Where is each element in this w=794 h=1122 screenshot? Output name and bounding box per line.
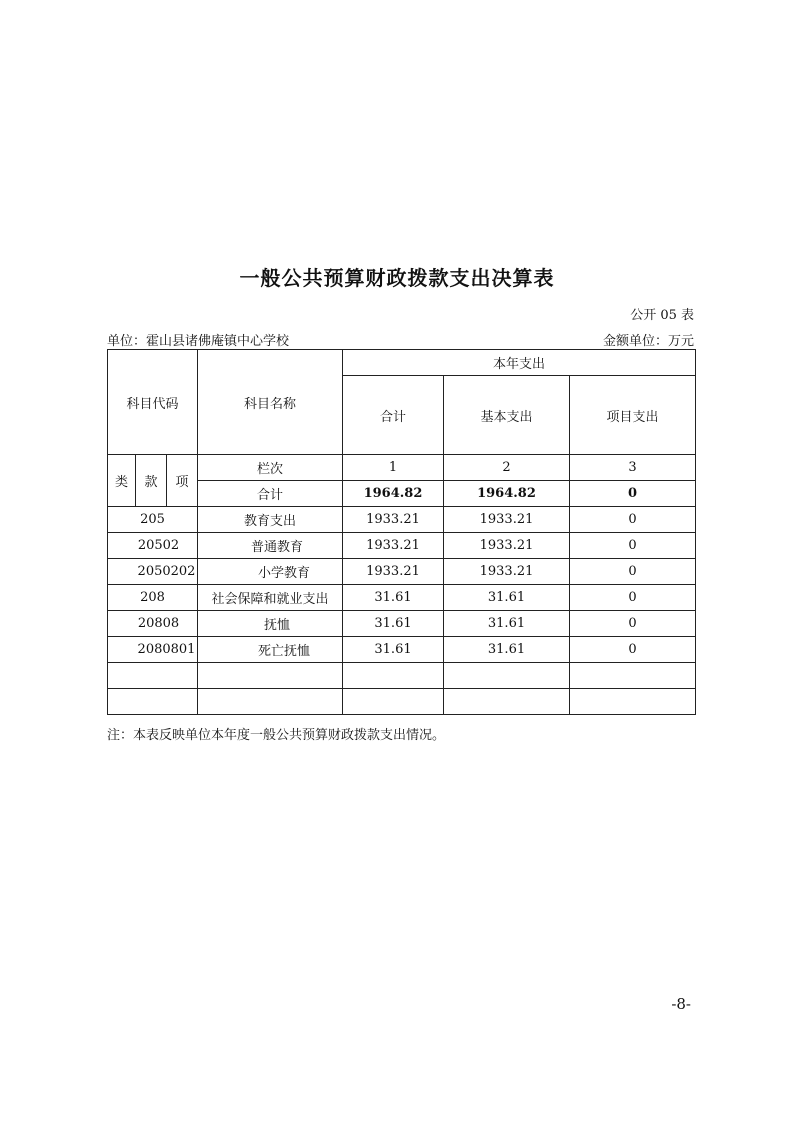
row-project: 0	[570, 507, 696, 533]
row-code: 2050202	[108, 559, 198, 585]
form-number: 公开 05 表	[630, 308, 694, 323]
total-basic: 1964.82	[444, 481, 570, 507]
page-number: -8-	[671, 995, 691, 1013]
row-name: 小学教育	[198, 559, 343, 585]
row-project: 0	[570, 559, 696, 585]
row-name: 普通教育	[198, 533, 343, 559]
empty-cell	[570, 689, 696, 715]
empty-row	[108, 663, 696, 689]
table-row	[108, 637, 696, 663]
header-basic: 基本支出	[444, 376, 570, 455]
row-code: 2080801	[108, 637, 198, 663]
table-row	[108, 611, 696, 637]
row-total: 1933.21	[343, 533, 444, 559]
row-total: 31.61	[343, 611, 444, 637]
column-seq-3: 3	[570, 455, 696, 481]
header-year-expense: 本年支出	[343, 350, 696, 376]
row-basic: 31.61	[444, 637, 570, 663]
table-row	[108, 507, 696, 533]
header-subject-name: 科目名称	[198, 350, 343, 455]
header-subject-code: 科目代码	[108, 350, 198, 455]
row-code: 20808	[108, 611, 198, 637]
total-project: 0	[570, 481, 696, 507]
empty-cell	[198, 689, 343, 715]
amount-unit-label: 金额单位：万元	[602, 334, 694, 349]
row-basic: 1933.21	[444, 559, 570, 585]
row-project: 0	[570, 533, 696, 559]
header-total: 合计	[343, 376, 444, 455]
row-project: 0	[570, 585, 696, 611]
row-code: 208	[108, 585, 198, 611]
header-kuan: 款	[136, 455, 167, 507]
empty-cell	[444, 663, 570, 689]
header-xiang: 项	[167, 455, 198, 507]
column-seq-row	[108, 455, 696, 481]
row-project: 0	[570, 611, 696, 637]
empty-cell	[343, 663, 444, 689]
empty-cell	[198, 663, 343, 689]
row-name: 社会保障和就业支出	[198, 585, 343, 611]
empty-cell	[108, 663, 198, 689]
table-row	[108, 559, 696, 585]
row-total: 1933.21	[343, 559, 444, 585]
empty-row	[108, 689, 696, 715]
row-total: 31.61	[343, 585, 444, 611]
header-project: 项目支出	[570, 376, 696, 455]
empty-cell	[108, 689, 198, 715]
row-basic: 1933.21	[444, 533, 570, 559]
row-name: 教育支出	[198, 507, 343, 533]
column-seq-2: 2	[444, 455, 570, 481]
row-total: 31.61	[343, 637, 444, 663]
row-project: 0	[570, 637, 696, 663]
unit-label: 单位：霍山县诸佛庵镇中心学校	[107, 334, 290, 349]
row-name: 抚恤	[198, 611, 343, 637]
table-note: 注：本表反映单位本年度一般公共预算财政拨款支出情况。	[107, 728, 446, 743]
row-basic: 31.61	[444, 585, 570, 611]
row-basic: 31.61	[444, 611, 570, 637]
row-code: 205	[108, 507, 198, 533]
column-seq-1: 1	[343, 455, 444, 481]
row-total: 1933.21	[343, 507, 444, 533]
row-code: 20502	[108, 533, 198, 559]
header-lei: 类	[108, 455, 136, 507]
row-basic: 1933.21	[444, 507, 570, 533]
table-row	[108, 533, 696, 559]
total-label: 合计	[198, 481, 343, 507]
empty-cell	[444, 689, 570, 715]
total-amount: 1964.82	[343, 481, 444, 507]
expenditure-table	[107, 349, 696, 715]
document-title: 一般公共预算财政拨款支出决算表	[239, 266, 555, 290]
table-row	[108, 585, 696, 611]
empty-cell	[343, 689, 444, 715]
row-name: 死亡抚恤	[198, 637, 343, 663]
empty-cell	[570, 663, 696, 689]
header-row-1	[108, 350, 696, 376]
column-seq-label: 栏次	[198, 455, 343, 481]
